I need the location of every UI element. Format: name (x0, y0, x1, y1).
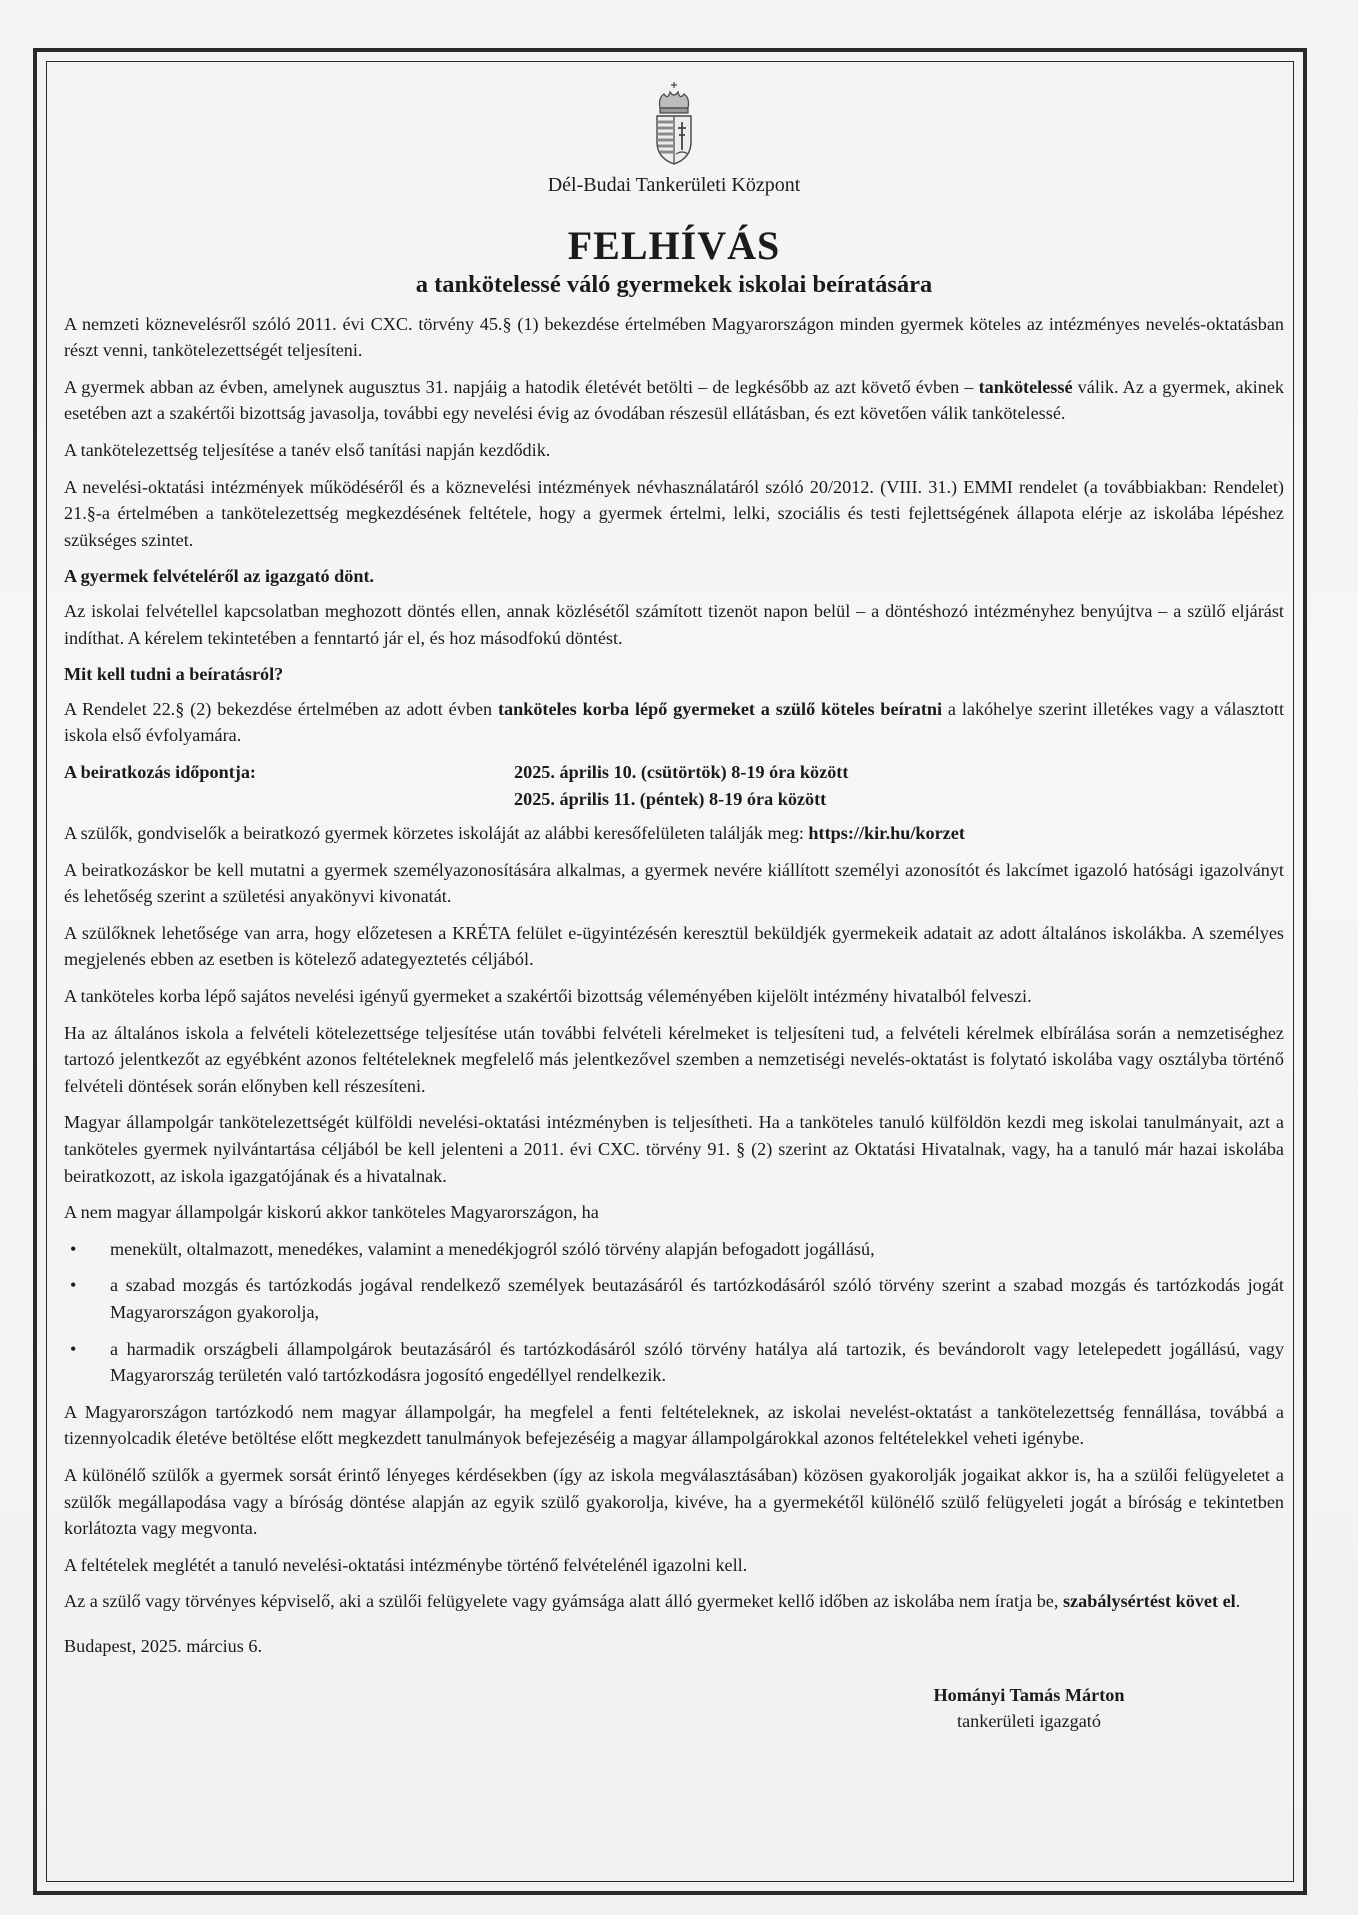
paragraph-sen: A tanköteles korba lépő sajátos nevelési igényű gyermeket a szakértői bizottság véleményében kijelölt intézmény hivatalból felveszi. (64, 986, 1032, 1007)
list-item: • menekült, oltalmazott, menedékes, valamint a menedékjogról szóló törvény alapján befogadott jogállású, (64, 1236, 1284, 1263)
paragraph-proof: A feltételek meglétét a tanuló nevelési-oktatási intézménybe történő felvételénél igazolni kell. (64, 1554, 748, 1575)
signature-block (864, 1682, 1194, 1735)
paragraph-regulation: A nevelési-oktatási intézmények működéséről és a köznevelési intézmények névhasználatáról szóló 20/2012. (VIII. 31.) EMMI rendelet (a továbbiakban: Rendelet) 21.§-a értelmében a tankötelezettség megkezdésének feltétele, hogy a gyermek értelmi, lelki, szociális és testi fejlettségének állapota elérje az iskolába lépéshez szükséges szintet. (64, 476, 1284, 550)
paragraph-abroad: Magyar állampolgár tankötelezettségét külföldi nevelési-oktatási intézményben is teljesítheti. Ha a tanköteles tanuló külföldön kezdi meg iskolai tanulmányait, azt a tanköteles gyermek nyilvántartása céljából be kell jelenteni a 2011. évi CXC. törvény 91. § (2) szerint az Oktatási Hivatalnak, vagy, ha a tanuló már hazai iskolába beiratkozott, az iskola igazgatójának és a hivatalnak. (64, 1112, 1284, 1186)
district-search-link[interactable]: https://kir.hu/korzet (808, 823, 965, 844)
paragraph-foreign-citizens: A nem magyar állampolgár kiskorú akkor tanköteles Magyarországon, ha (64, 1202, 599, 1223)
bullet-icon: • (70, 1238, 77, 1259)
enrollment-date-1: 2025. április 10. (csütörtök) 8-19 óra között (514, 761, 849, 782)
list-item: • a harmadik országbeli állampolgárok beutazásáról és tartózkodásáról szóló törvény hatálya alá tartozik, és bevándorolt vagy letelepedett jogállású, vagy Magyarország területén való tartózkodásra jogosító engedéllyel rendelkezik. (64, 1336, 1284, 1389)
paragraph-kreta: A szülőknek lehetősége van arra, hogy előzetesen a KRÉTA felület e-ügyintézésén keresztül beküldjék gyermekeik adatait az adott általános iskolákba. A személyes megjelenés ebben az esetben is kötelező adategyeztetés céljából. (64, 922, 1284, 970)
heading-enrollment-info: Mit kell tudni a beíratásról? (64, 664, 284, 685)
place-and-date: Budapest, 2025. március 6. (64, 1635, 263, 1656)
paragraph-offence: Az a szülő vagy törvényes képviselő, aki a szülői felügyelete vagy gyámsága alatt álló gyermeket kellő időben az iskolába nem íratja be, szabálysértést követ el. (64, 1591, 1241, 1612)
paragraph-school-age: A gyermek abban az évben, amelynek augusztus 31. napjáig a hatodik életévét betölti – de legkésőbb az azt követő évben – tankötelessé válik. Az a gyermek, akinek esetében azt a szakértői bizottság javasolja, további egy nevelési évig az óvodában részesül ellátásban, és ezt követően válik tankötelessé. (64, 376, 1284, 424)
coat-of-arms-icon (652, 80, 696, 166)
conditions-list (64, 1236, 1284, 1389)
enrollment-date-2: 2025. április 11. (péntek) 8-19 óra között (514, 788, 827, 809)
paragraph-obligation: A Rendelet 22.§ (2) bekezdése értelmében az adott évben tanköteles korba lépő gyermeket a szülő köteles beíratni a lakóhelye szerint illetékes vagy a választott iskola első évfolyamára. (64, 698, 1284, 746)
document-subtitle: a tankötelessé váló gyermekek iskolai beíratására (415, 270, 933, 298)
heading-principal-decides: A gyermek felvételéről az igazgató dönt. (64, 566, 375, 587)
signatory-name: Hományi Tamás Márton (933, 1684, 1125, 1705)
paragraph-nationality: Ha az általános iskola a felvételi kötelezettsége teljesítése után további felvételi kérelmeket is teljesíteni tud, a felvételi kérelmek elbírálása során a nemzetiséghez tartozó jelentkezőt az egyébként azonos feltételeknek megfelelő más jelentkezővel szemben a nemzetiségi nevelés-oktatást is folytató iskolába vagy osztályba történő felvételi döntések során előnyben kell részesíteni. (64, 1022, 1284, 1096)
paragraph-appeal: Az iskolai felvétellel kapcsolatban meghozott döntés ellen, annak közlésétől számított tizenöt napon belül – a döntéshozó intézményhez benyújtva – a szülő eljárást indíthat. A kérelem tekintetében a fenntartó jár el, és hoz másodfokú döntést. (64, 600, 1284, 648)
organization-name: Dél-Budai Tankerületi Központ (547, 174, 801, 196)
enrollment-dates (64, 759, 1284, 786)
document-title: FELHÍVÁS (567, 222, 781, 268)
document-body (64, 80, 1284, 1735)
signatory-title: tankerületi igazgató (957, 1711, 1101, 1732)
paragraph-documents: A beiratkozáskor be kell mutatni a gyermek személyazonosítására alkalmas, a gyermek nevére kiállított személyi azonosítót és lakcímet igazoló hatósági igazolványt és lehetőség szerint a születési anyakönyvi kivonatát. (64, 859, 1284, 907)
enrollment-label: A beiratkozás időpontja: (64, 761, 256, 782)
paragraph-legal-basis: A nemzeti köznevelésről szóló 2011. évi CXC. törvény 45.§ (1) bekezdése értelmében Magyarországon minden gyermek köteles az intézményes nevelés-oktatásban részt venni, tankötelezettségét teljesíteni. (64, 313, 1284, 361)
list-item: • a szabad mozgás és tartózkodás jogával rendelkező személyek beutazásáról és tartózkodásáról szóló törvény szerint a szabad mozgás és tartózkodás jogát Magyarországon gyakorolja, (64, 1272, 1284, 1325)
paragraph-foreign-conditions: A Magyarországon tartózkodó nem magyar állampolgár, ha megfelel a fenti feltételeknek, az iskolai nevelést-oktatást a tankötelezettség fennállása, továbbá a tizennyolcadik életéve betöltése előtt megkezdett tanulmányok befejezéséig a magyar állampolgárokkal azonos feltételekkel veheti igénybe. (64, 1401, 1284, 1449)
paragraph-separated-parents: A különélő szülők a gyermek sorsát érintő lényeges kérdésekben (így az iskola megválasztásában) közösen gyakorolják jogaikat akkor is, ha a szülői felügyeletet a szülők megállapodása vagy a bíróság döntése alapján az egyik szülő gyakorolja, kivéve, ha a gyermekétől különélő szülő felügyeleti jogát a bíróság e tekintetben korlátozta vagy megvonta. (64, 1464, 1284, 1539)
paragraph-start: A tankötelezettség teljesítése a tanév első tanítási napján kezdődik. (64, 439, 551, 460)
paragraph-district-search: A szülők, gondviselők a beiratkozó gyermek körzetes iskoláját az alábbi keresőfelületen találják meg: https://kir.hu/korzet (64, 823, 965, 844)
bullet-icon: • (70, 1338, 77, 1359)
bullet-icon: • (70, 1275, 77, 1296)
